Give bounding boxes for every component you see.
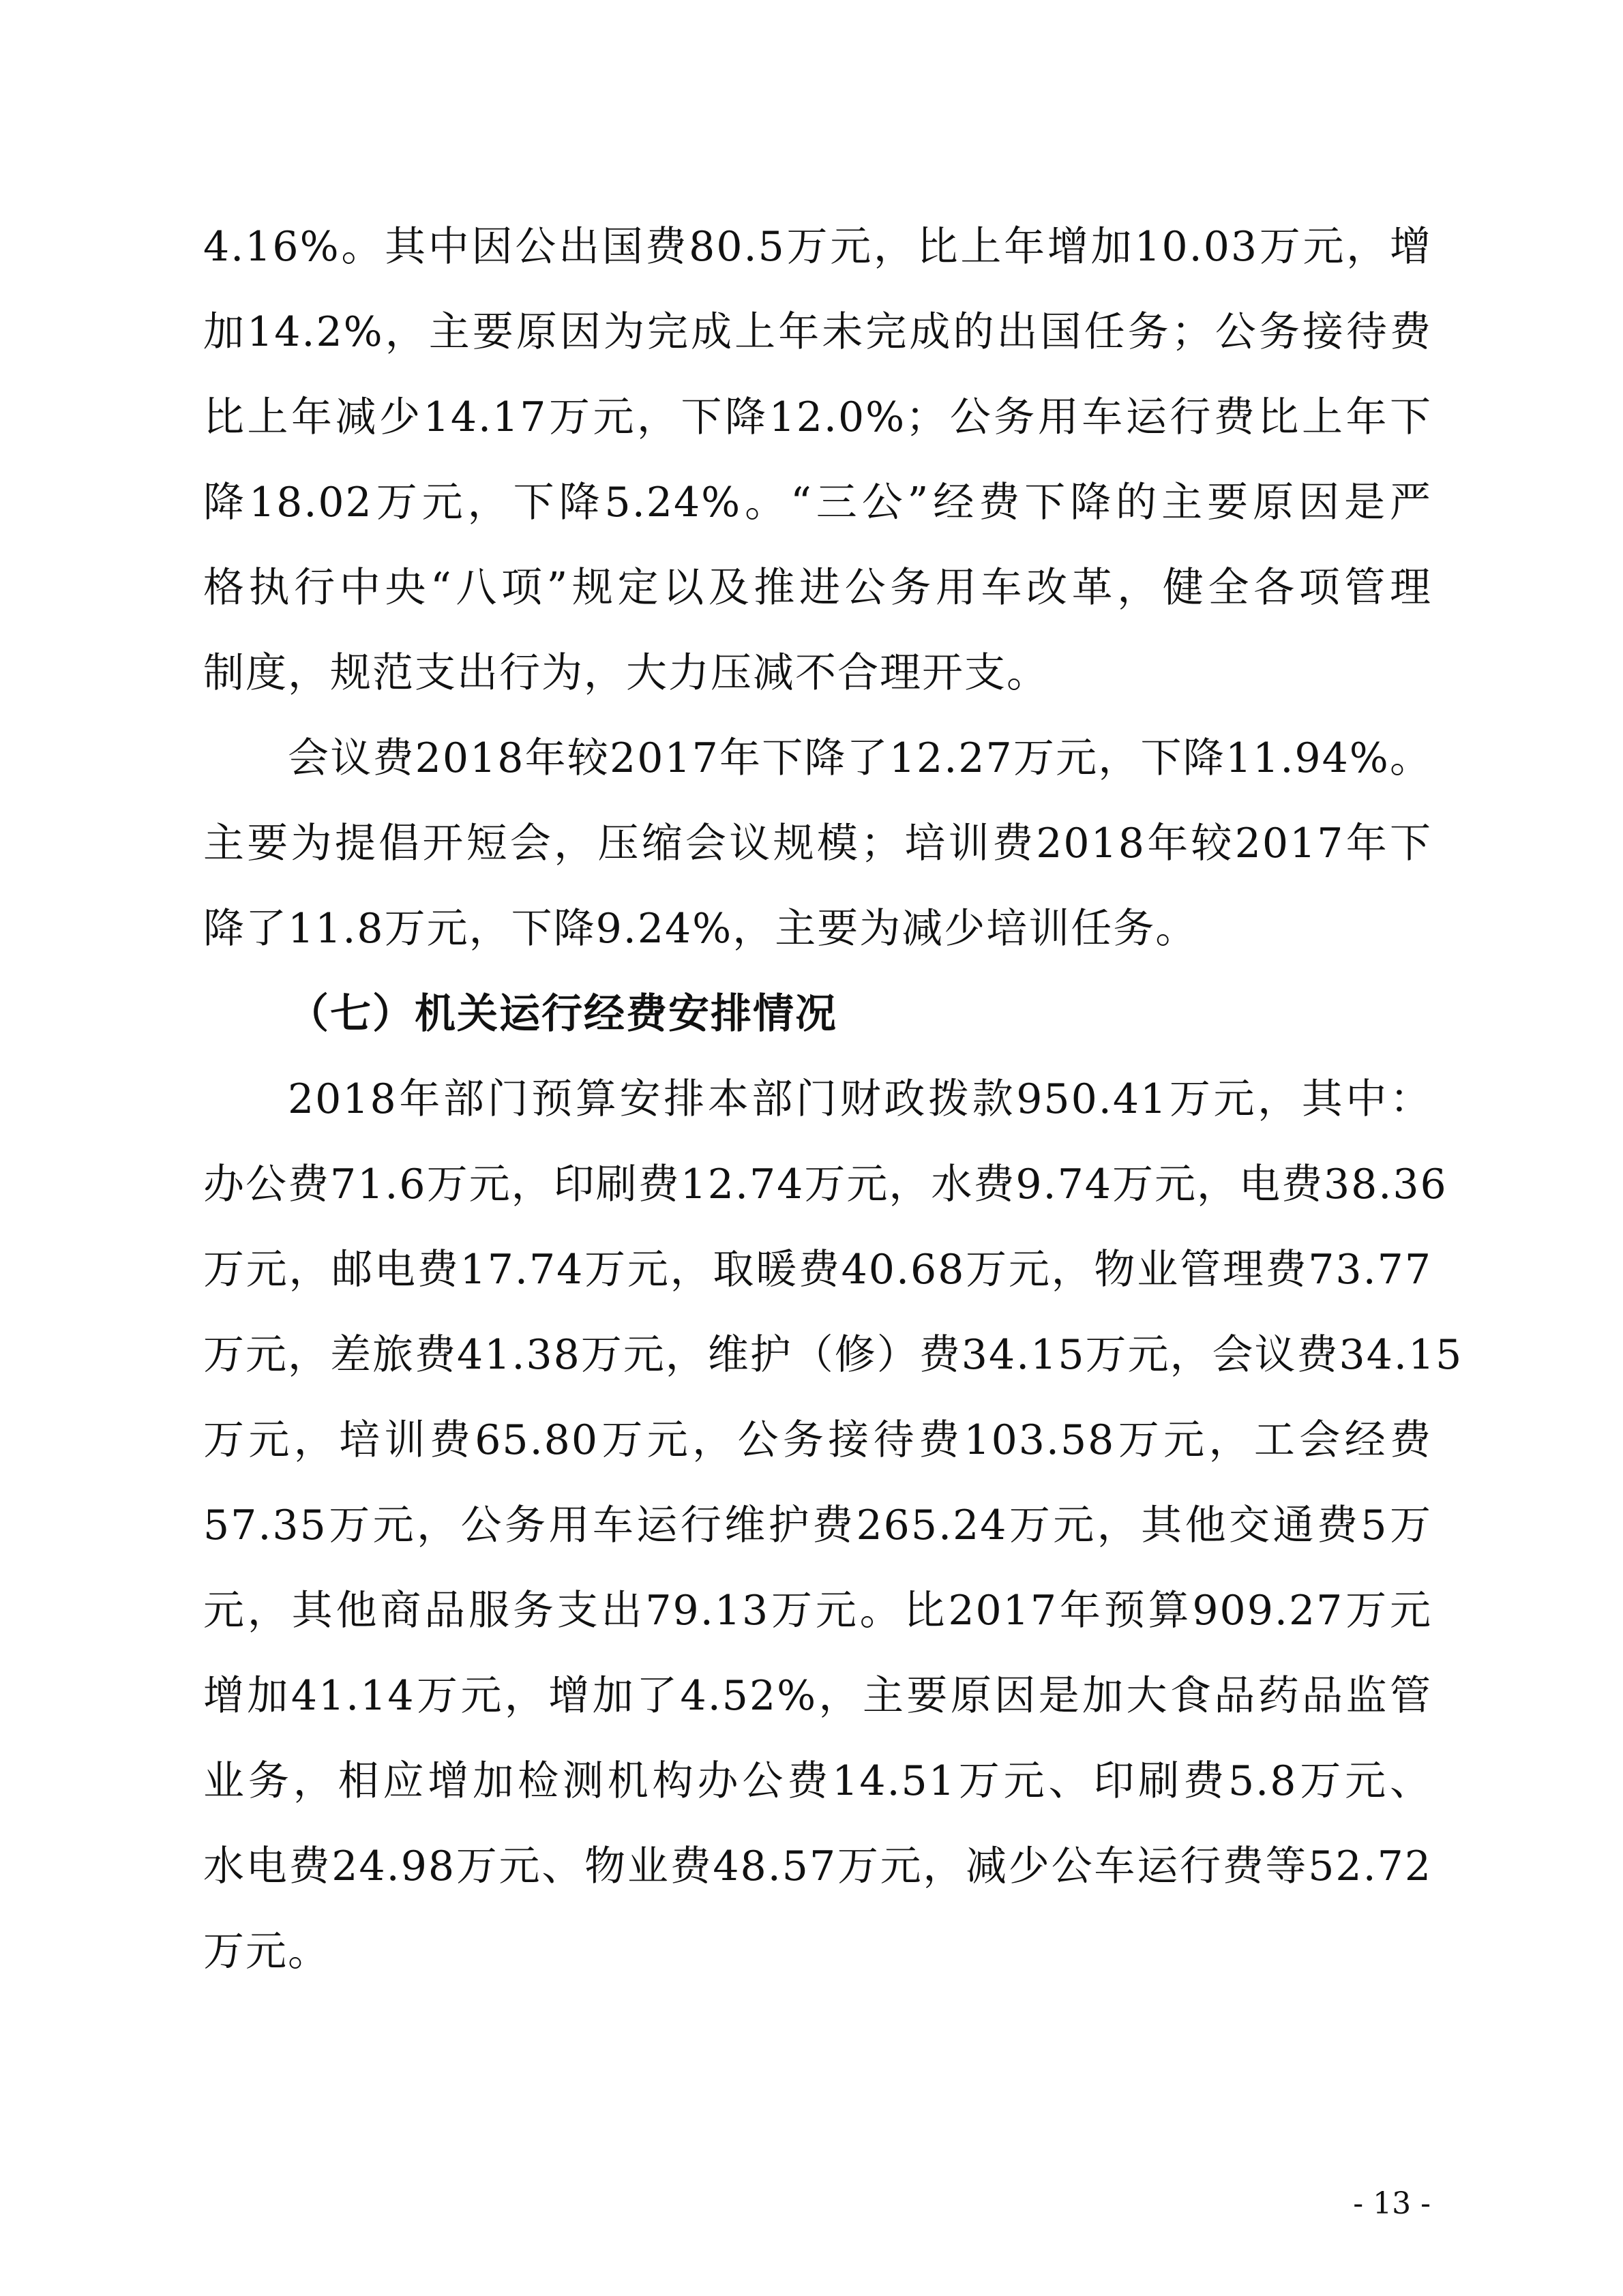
text-line: 2018年部门预算安排本部门财政拨款950.41万元，其中：: [288, 1075, 1432, 1123]
text-line: 增加41.14万元，增加了4.52%，主要原因是加大食品药品监管: [203, 1672, 1432, 1720]
text-line: 会议费2018年较2017年下降了12.27万元，下降11.94%。: [288, 734, 1432, 782]
text-line: 57.35万元，公务用车运行维护费265.24万元，其他交通费5万: [203, 1502, 1432, 1549]
text-line: 加14.2%，主要原因为完成上年未完成的出国任务；公务接待费: [203, 308, 1432, 356]
text-line: 降18.02万元，下降5.24%。“三公”经费下降的主要原因是严: [203, 479, 1432, 526]
text-line: 万元，差旅费41.38万元，维护（修）费34.15万元，会议费34.15: [203, 1331, 1463, 1379]
body-text: [203, 205, 1463, 1995]
text-line: 制度，规范支出行为，大力压减不合理开支。: [203, 649, 1049, 697]
text-line: 业务，相应增加检测机构办公费14.51万元、印刷费5.8万元、: [203, 1757, 1432, 1805]
text-line: 降了11.8万元，下降9.24%，主要为减少培训任务。: [203, 905, 1198, 953]
text-line: 水电费24.98万元、物业费48.57万元，减少公车运行费等52.72: [203, 1843, 1432, 1890]
page-number: - 13 -: [1353, 2186, 1431, 2221]
text-line: 万元，邮电费17.74万元，取暖费40.68万元，物业管理费73.77: [203, 1246, 1432, 1294]
text-line: 办公费71.6万元，印刷费12.74万元，水费9.74万元，电费38.36: [203, 1161, 1448, 1208]
text-line: 元，其他商品服务支出79.13万元。比2017年预算909.27万元: [203, 1587, 1432, 1635]
text-line: 比上年减少14.17万元，下降12.0%；公务用车运行费比上年下: [203, 393, 1432, 441]
text-line: 4.16%。其中因公出国费80.5万元，比上年增加10.03万元，增: [203, 223, 1432, 271]
text-line: 格执行中央“八项”规定以及推进公务用车改革，健全各项管理: [203, 564, 1432, 612]
text-line: 万元，培训费65.80万元，公务接待费103.58万元，工会经费: [203, 1416, 1432, 1464]
section-heading: （七）机关运行经费安排情况: [288, 990, 837, 1038]
text-line: 主要为提倡开短会，压缩会议规模；培训费2018年较2017年下: [203, 820, 1432, 867]
text-line: 万元。: [203, 1928, 330, 1976]
